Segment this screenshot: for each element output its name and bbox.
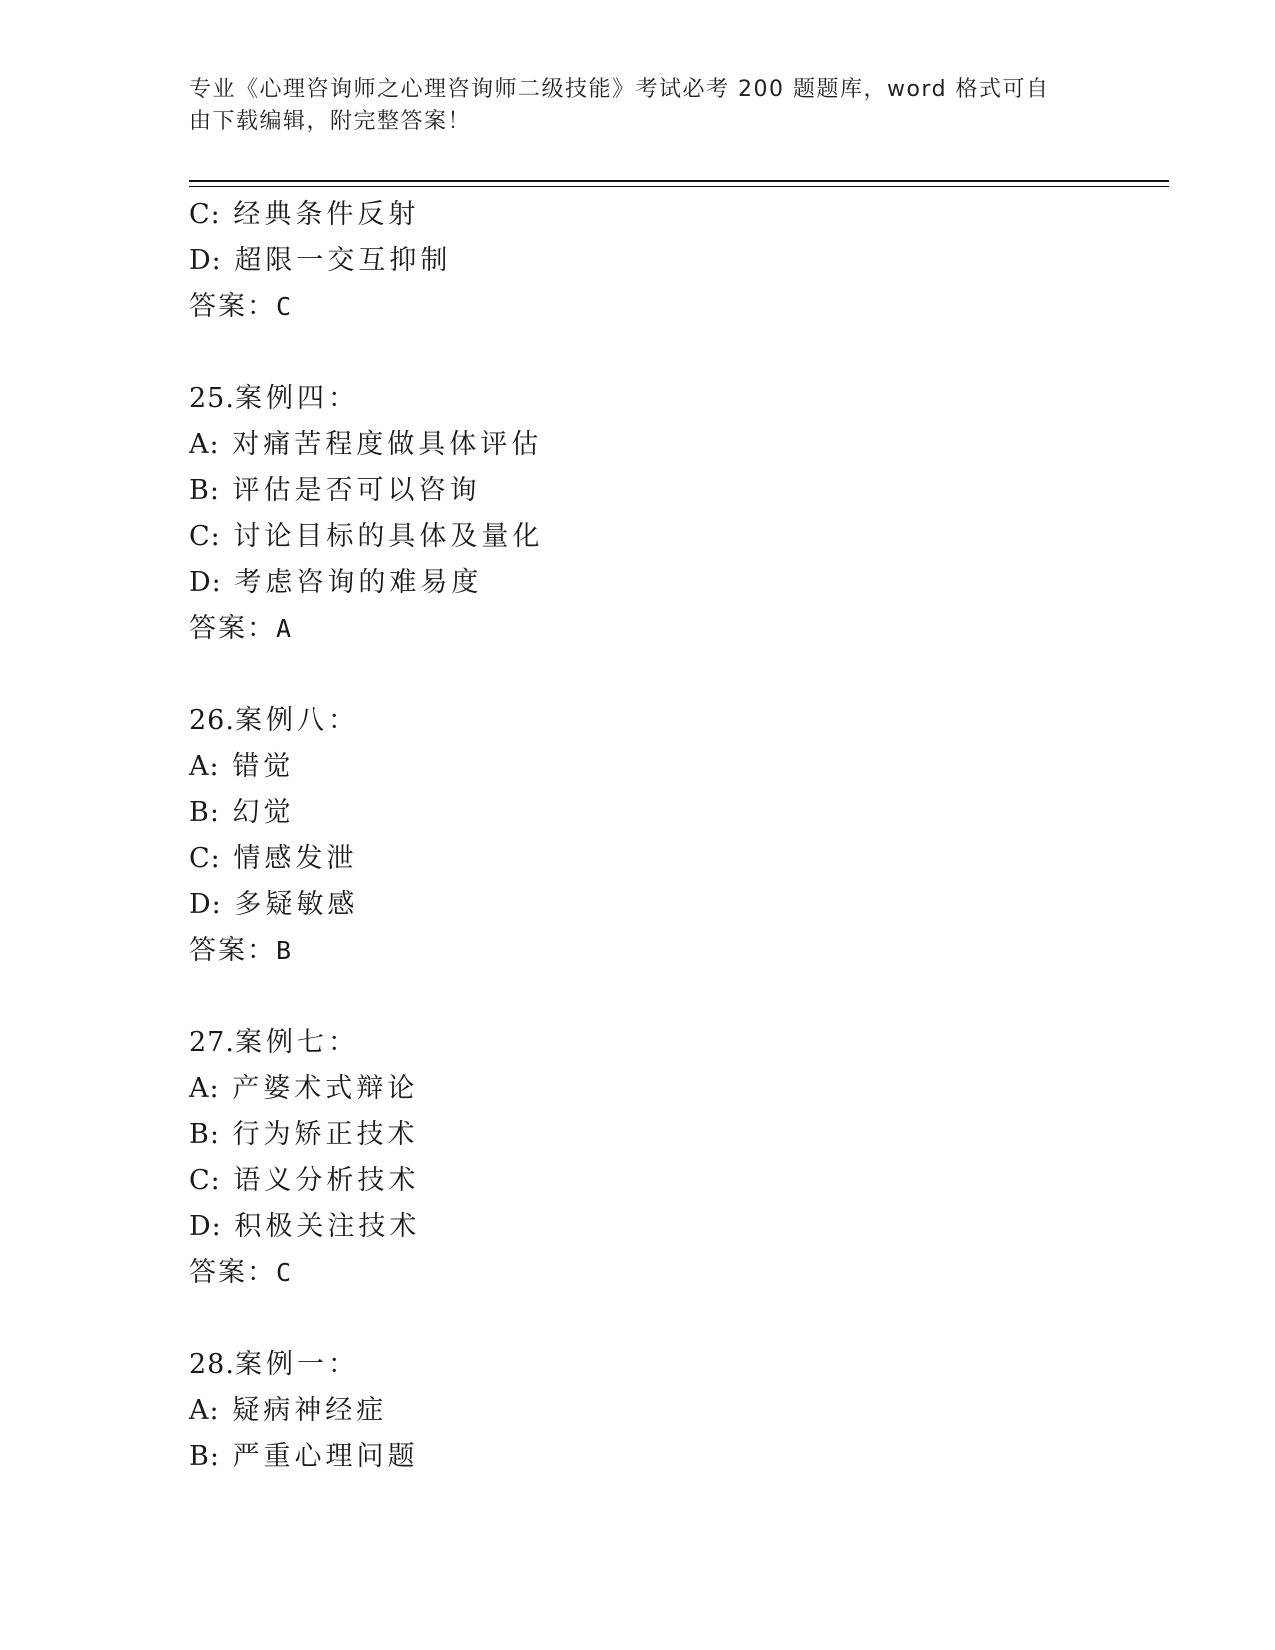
option-label: D: — [189, 567, 222, 598]
answer-value: A — [276, 614, 294, 643]
option-row — [189, 514, 1169, 560]
header-line-1: 专业《心理咨询师之心理咨询师二级技能》考试必考 200 题题库，word 格式可自 — [189, 77, 1050, 102]
spacer — [189, 330, 1169, 376]
question-block — [189, 698, 1169, 974]
option-text: 对痛苦程度做具体评估 — [232, 429, 543, 460]
option-text: 产婆术式辩论 — [232, 1073, 419, 1104]
answer-key: 答案： — [189, 613, 276, 644]
option-label: A: — [189, 1395, 220, 1426]
option-label: A: — [189, 1073, 220, 1104]
option-text: 情感发泄 — [233, 843, 358, 874]
answer-row — [189, 1250, 1169, 1296]
answer-key: 答案： — [189, 291, 276, 322]
option-text: 讨论目标的具体及量化 — [233, 521, 544, 552]
question-title — [189, 1020, 1169, 1066]
option-row — [189, 1158, 1169, 1204]
option-row — [189, 560, 1169, 606]
question-number: 27. — [189, 1027, 235, 1058]
option-text: 幻觉 — [232, 797, 295, 828]
option-label: D: — [189, 245, 222, 276]
option-label: C: — [189, 199, 221, 230]
spacer — [189, 652, 1169, 698]
question-text: 案例八： — [234, 705, 359, 736]
question-text: 案例七： — [234, 1027, 359, 1058]
option-label: A: — [189, 429, 220, 460]
question-text: 案例一： — [234, 1349, 359, 1380]
option-row — [189, 1434, 1169, 1480]
option-text: 评估是否可以咨询 — [232, 475, 481, 506]
option-row — [189, 192, 1169, 238]
option-label: B: — [189, 797, 220, 828]
answer-row — [189, 928, 1169, 974]
option-text: 考虑咨询的难易度 — [234, 567, 483, 598]
option-text: 错觉 — [232, 751, 295, 782]
question-title — [189, 698, 1169, 744]
option-label: C: — [189, 843, 221, 874]
question-list — [189, 192, 1169, 1480]
question-text: 案例四： — [234, 383, 359, 414]
option-row — [189, 1204, 1169, 1250]
option-label: C: — [189, 1165, 221, 1196]
answer-key: 答案： — [189, 935, 276, 966]
option-text: 严重心理问题 — [232, 1441, 419, 1472]
spacer — [189, 1296, 1169, 1342]
header-divider-thick — [189, 180, 1169, 182]
option-label: B: — [189, 1441, 220, 1472]
answer-value: B — [276, 936, 294, 965]
question-number: 28. — [189, 1349, 235, 1380]
option-row — [189, 422, 1169, 468]
option-label: C: — [189, 521, 221, 552]
option-row — [189, 1388, 1169, 1434]
option-text: 疑病神经症 — [232, 1395, 388, 1426]
header-line-2: 由下载编辑，附完整答案！ — [189, 109, 472, 134]
option-text: 语义分析技术 — [233, 1165, 420, 1196]
question-block — [189, 1020, 1169, 1296]
option-label: A: — [189, 751, 220, 782]
option-row — [189, 790, 1169, 836]
option-row — [189, 836, 1169, 882]
option-label: B: — [189, 475, 220, 506]
question-number: 26. — [189, 705, 235, 736]
question-title — [189, 376, 1169, 422]
option-row — [189, 238, 1169, 284]
answer-row — [189, 606, 1169, 652]
option-text: 行为矫正技术 — [232, 1119, 419, 1150]
question-title — [189, 1342, 1169, 1388]
header-divider-thin — [189, 186, 1169, 187]
option-label: D: — [189, 889, 222, 920]
option-row — [189, 882, 1169, 928]
option-text: 经典条件反射 — [233, 199, 420, 230]
question-block — [189, 192, 1169, 330]
option-row — [189, 1112, 1169, 1158]
spacer — [189, 974, 1169, 1020]
answer-value: C — [276, 292, 294, 321]
question-block — [189, 376, 1169, 652]
document-header — [189, 74, 1069, 138]
question-number: 25. — [189, 383, 235, 414]
option-label: B: — [189, 1119, 220, 1150]
option-text: 积极关注技术 — [234, 1211, 421, 1242]
answer-row — [189, 284, 1169, 330]
option-row — [189, 468, 1169, 514]
option-label: D: — [189, 1211, 222, 1242]
answer-key: 答案： — [189, 1257, 276, 1288]
option-row — [189, 1066, 1169, 1112]
option-row — [189, 744, 1169, 790]
option-text: 多疑敏感 — [234, 889, 359, 920]
answer-value: C — [276, 1258, 294, 1287]
question-block — [189, 1342, 1169, 1480]
option-text: 超限一交互抑制 — [234, 245, 452, 276]
